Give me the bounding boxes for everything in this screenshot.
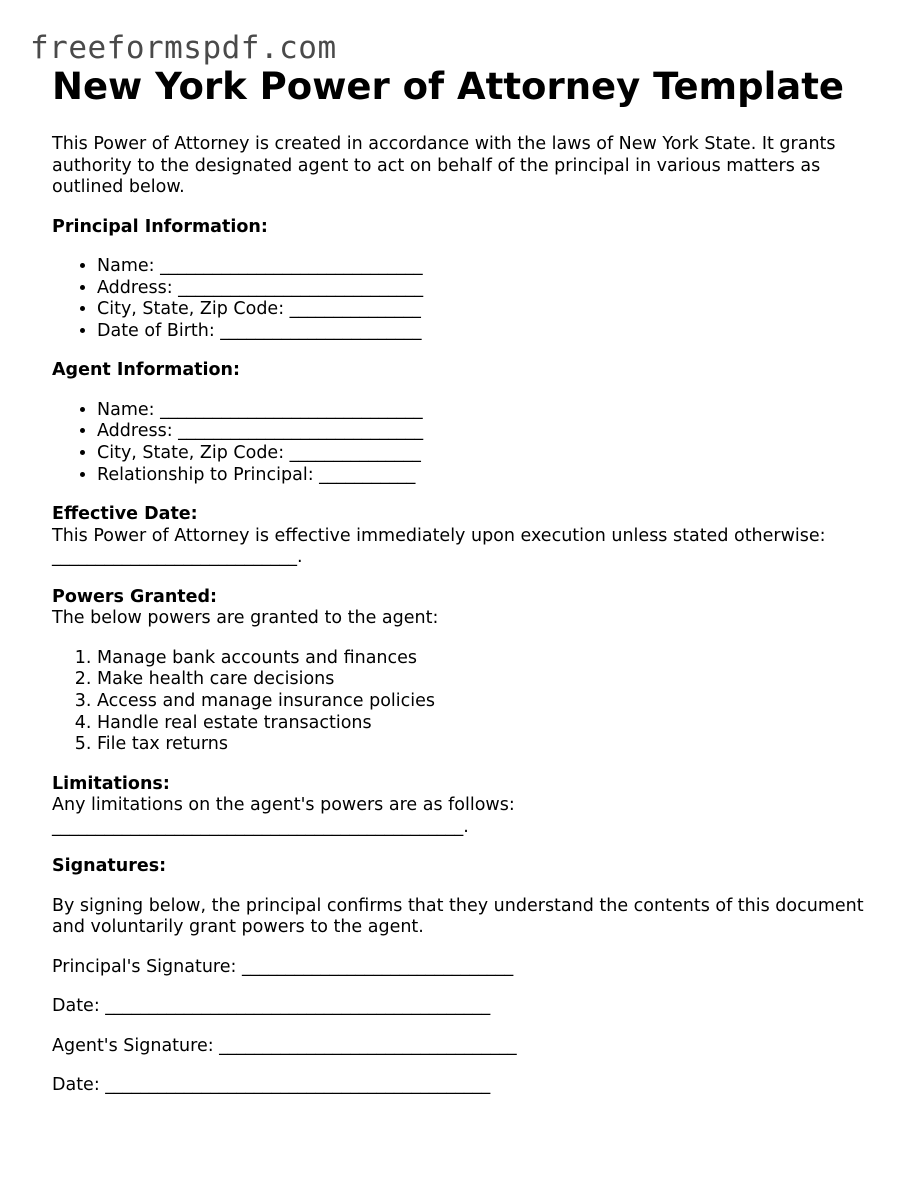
site-watermark: freeformspdf.com [30, 30, 337, 66]
power-item: 3. Access and manage insurance policies [97, 691, 882, 713]
agent-fields-list [52, 400, 882, 486]
principal-signature-line: Principal's Signature: _______________________________ [52, 956, 514, 977]
powers-heading: Powers Granted: [52, 586, 218, 607]
limitations-blank: _______________________________________________. [52, 816, 469, 837]
powers-text: The below powers are granted to the agent: [52, 608, 439, 629]
principal-date-line: Date: ____________________________________________ [52, 996, 491, 1017]
agent-date-line: Date: ____________________________________________ [52, 1075, 491, 1096]
agent-name-field: • Name: ______________________________ [97, 400, 882, 422]
page-title: New York Power of Attorney Template [52, 65, 845, 108]
limitations-text: Any limitations on the agent's powers are as follows: [52, 795, 515, 816]
signatures-text: By signing below, the principal confirms that they understand the contents of this document and voluntarily grant powers to the agent. [52, 895, 864, 938]
intro-paragraph: This Power of Attorney is created in accordance with the laws of New York State. It grants authority to the designated agent to act on behalf of the principal in various matters as outlined below. [52, 134, 836, 197]
principal-fields-list [52, 256, 882, 342]
principal-name-field: • Name: ______________________________ [97, 256, 882, 278]
power-item: 4. Handle real estate transactions [97, 713, 882, 735]
principal-heading: Principal Information: [52, 216, 268, 237]
limitations-heading: Limitations: [52, 773, 170, 794]
power-item: 2. Make health care decisions [97, 669, 882, 691]
agent-address-field: • Address: ____________________________ [97, 421, 882, 443]
power-item: 1. Manage bank accounts and finances [97, 648, 882, 670]
principal-city-field: • City, State, Zip Code: _______________ [97, 299, 882, 321]
effective-date-text: This Power of Attorney is effective immediately upon execution unless stated otherwise: [52, 525, 826, 546]
agent-signature-line: Agent's Signature: __________________________________ [52, 1035, 517, 1056]
principal-dob-field: • Date of Birth: _______________________ [97, 321, 882, 343]
agent-heading: Agent Information: [52, 360, 240, 381]
agent-relationship-field: • Relationship to Principal: ___________ [97, 465, 882, 487]
document-body [52, 64, 882, 1097]
signatures-heading: Signatures: [52, 856, 167, 877]
power-item: 5. File tax returns [97, 734, 882, 756]
agent-city-field: • City, State, Zip Code: _______________ [97, 443, 882, 465]
powers-list [52, 648, 882, 756]
effective-date-heading: Effective Date: [52, 504, 198, 525]
principal-address-field: • Address: ____________________________ [97, 278, 882, 300]
effective-date-blank: ____________________________. [52, 547, 303, 568]
